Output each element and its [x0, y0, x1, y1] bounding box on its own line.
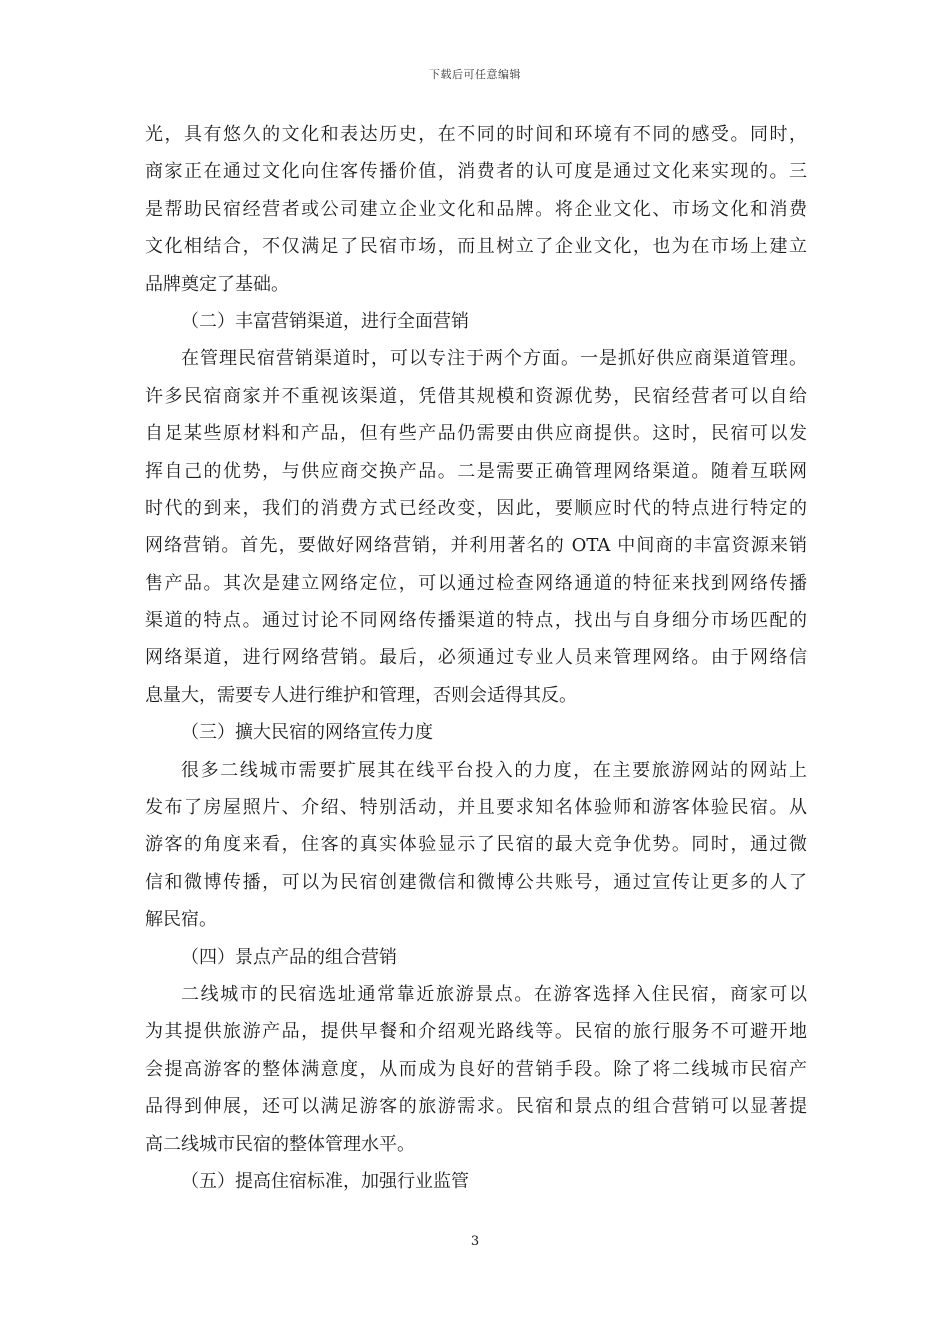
text-line: 许多民宿商家并不重视该渠道，凭借其规模和资源优势，民宿经营者可以自给 — [145, 385, 807, 407]
section-heading: （五）提高住宿标准，加强行业监管 — [181, 1170, 469, 1192]
page-header: 下载后可任意编辑 — [429, 68, 521, 81]
text-line: 售产品。其次是建立网络定位，可以通过检查网络通道的特征来找到网络传播 — [145, 572, 807, 594]
text-line: 渠道的特点。通过讨论不同网络传播渠道的特点，找出与自身细分市场匹配的 — [145, 610, 807, 632]
text-line: 网络营销。首先，要做好网络营销，并利用著名的 OTA 中间商的丰富资源来销 — [145, 535, 807, 557]
text-line: 在管理民宿营销渠道时，可以专注于两个方面。一是抓好供应商渠道管理。 — [181, 348, 807, 370]
section-heading: （二）丰富营销渠道，进行全面营销 — [181, 310, 469, 332]
text-line: 商家正在通过文化向住客传播价值，消费者的认可度是通过文化来实现的。三 — [145, 161, 807, 183]
text-line: 会提高游客的整体满意度，从而成为良好的营销手段。除了将二线城市民宿产 — [145, 1058, 807, 1080]
text-line: 二线城市的民宿选址通常靠近旅游景点。在游客选择入住民宿，商家可以 — [181, 983, 807, 1005]
text-line: 为其提供旅游产品，提供早餐和介绍观光路线等。民宿的旅行服务不可避开地 — [145, 1021, 807, 1043]
text-line: 自足某些原材料和产品，但有些产品仍需要由供应商提供。这时，民宿可以发 — [145, 423, 807, 445]
text-line: 文化相结合，不仅满足了民宿市场，而且树立了企业文化，也为在市场上建立 — [145, 236, 807, 258]
text-line: 挥自己的优势，与供应商交换产品。二是需要正确管理网络渠道。随着互联网 — [145, 460, 807, 482]
text-line: 发布了房屋照片、介绍、特别活动，并且要求知名体验师和游客体验民宿。从 — [145, 797, 807, 819]
body-text — [145, 116, 807, 1200]
text-line: 游客的角度来看，住客的真实体验显示了民宿的最大竞争优势。同时，通过微 — [145, 834, 807, 856]
text-line: 很多二线城市需要扩展其在线平台投入的力度，在主要旅游网站的网站上 — [181, 759, 807, 781]
text-line: 高二线城市民宿的整体管理水平。 — [145, 1133, 415, 1155]
section-heading: （四）景点产品的组合营销 — [181, 946, 397, 968]
text-line: 品牌奠定了基础。 — [145, 273, 289, 295]
section-heading: （三）擴大民宿的网络宣传力度 — [181, 722, 433, 744]
text-line: 网络渠道，进行网络营销。最后，必须通过专业人员来管理网络。由于网络信 — [145, 647, 807, 669]
text-line: 信和微博传播，可以为民宿创建微信和微博公共账号，通过宣传让更多的人了 — [145, 871, 807, 893]
page-number: 3 — [470, 1234, 480, 1249]
text-line: 时代的到来，我们的消费方式已经改变，因此，要顺应时代的特点进行特定的 — [145, 497, 807, 519]
text-line: 品得到伸展，还可以满足游客的旅游需求。民宿和景点的组合营销可以显著提 — [145, 1096, 807, 1118]
text-line: 解民宿。 — [145, 909, 217, 931]
text-line: 是帮助民宿经营者或公司建立企业文化和品牌。将企业文化、市场文化和消费 — [145, 198, 807, 220]
text-line: 息量大，需要专人进行维护和管理，否则会适得其反。 — [145, 684, 577, 706]
text-line: 光，具有悠久的文化和表达历史，在不同的时间和环境有不同的感受。同时， — [145, 124, 807, 145]
